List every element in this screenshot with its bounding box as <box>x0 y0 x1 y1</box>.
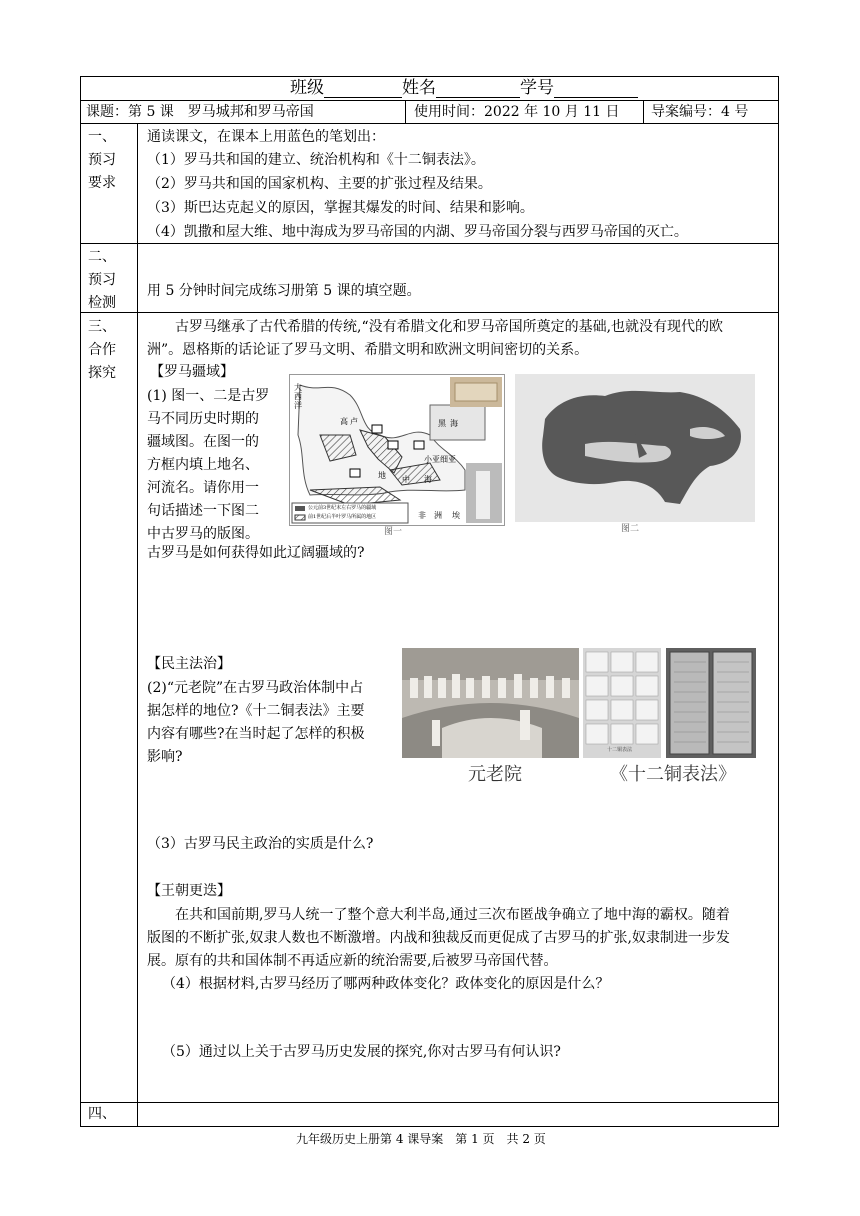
plan-number: 导案编号：4 号 <box>651 104 749 120</box>
map-label: 黑 <box>438 419 446 428</box>
map-label: 埃 <box>452 511 460 520</box>
question-2-line: 内容有哪些?在当时起了怎样的积极 <box>147 726 365 742</box>
section-3-label-3: 探究 <box>88 365 116 381</box>
section-2-label-2: 预习 <box>88 272 116 288</box>
question-1-line: 中古罗马的版图。 <box>147 526 259 542</box>
democracy-heading: 【民主法治】 <box>147 656 231 672</box>
rule <box>80 312 779 313</box>
question-4: （4）根据材料,古罗马经历了哪两种政体变化？政体变化的原因是什么？ <box>162 976 610 992</box>
figure-2-caption: 图二 <box>621 524 640 534</box>
dynasty-paragraph-line: 展。原有的共和国体制不再适应新的统治需要,后被罗马帝国代替。 <box>147 953 558 969</box>
section-2-label-3: 检测 <box>88 295 116 311</box>
rule-top <box>80 76 779 77</box>
section-1-label-2: 预习 <box>88 152 116 168</box>
territory-heading: 【罗马疆域】 <box>150 364 234 380</box>
map-label: 西 <box>294 392 302 401</box>
dynasty-heading: 【王朝更迭】 <box>147 883 231 899</box>
map-label: 小亚细亚 <box>424 455 456 464</box>
preview-item: （4）凯撒和屋大维、地中海成为罗马帝国的内湖、罗马帝国分裂与西罗马帝国的灭亡。 <box>147 224 688 240</box>
bronze-tablets-photo <box>666 648 756 758</box>
name-label: 姓名 <box>402 78 436 98</box>
map-label: 洋 <box>294 401 302 410</box>
map-label: 高 <box>340 417 348 426</box>
section-1-label-3: 要求 <box>88 175 116 191</box>
question-5: （5）通过以上关于古罗马历史发展的探究,你对古罗马有何认识? <box>162 1044 561 1060</box>
senate-drawing <box>402 648 579 758</box>
empire-drawing <box>515 374 755 522</box>
map-label: 大 <box>294 383 302 392</box>
map-label: 中 <box>402 475 410 484</box>
question-1-line: (1) 图一、二是古罗 <box>147 388 270 404</box>
preview-intro: 通读课文，在课本上用蓝色的笔划出： <box>147 129 385 145</box>
question-2-line: (2)“元老院”在古罗马政治体制中占 <box>147 680 364 696</box>
self-test-text: 用 5 分钟时间完成练习册第 5 课的填空题。 <box>147 283 421 299</box>
section-2-label-1: 二、 <box>88 249 116 265</box>
rule <box>80 243 779 244</box>
preview-item: （3）斯巴达克起义的原因，掌握其爆发的时间、结果和影响。 <box>147 200 534 216</box>
rule <box>405 100 406 123</box>
twelve-tables-caption: 《十二铜表法》 <box>610 764 736 785</box>
question-1-line: 句话描述一下图二 <box>147 503 259 519</box>
tablets-drawing <box>666 648 756 758</box>
lesson-title: 课题：第 5 课 罗马城邦和罗马帝国 <box>86 104 314 120</box>
section-3-label-2: 合作 <box>88 342 116 358</box>
class-label: 班级 <box>290 78 324 98</box>
map-label: 海 <box>450 419 458 428</box>
map-legend: 前1世纪后半叶罗马所属的地区 <box>308 514 377 520</box>
figure-1-caption: 图一 <box>384 527 403 537</box>
class-blank[interactable] <box>324 81 402 98</box>
senate-caption: 元老院 <box>468 764 522 785</box>
section-4-label: 四、 <box>88 1106 116 1122</box>
section-1-label-1: 一、 <box>88 129 116 145</box>
tables-grid-drawing <box>583 648 661 758</box>
rule-bottom <box>80 1126 779 1127</box>
rule-right <box>778 76 779 1127</box>
intro-paragraph-line: 古罗马继承了古代希腊的传统,“没有希腊文化和罗马帝国所奠定的基础,也就没有现代的欧 <box>175 319 724 335</box>
rule <box>80 123 779 124</box>
question-3: （3）古罗马民主政治的实质是什么? <box>147 836 374 852</box>
map-drawing <box>290 375 504 525</box>
usage-date: 使用时间：2022 年 10 月 11 日 <box>414 104 620 120</box>
map-label: 海 <box>424 475 432 484</box>
figure-2-map <box>515 374 755 522</box>
section-3-label-1: 三、 <box>88 319 116 335</box>
dynasty-paragraph-line: 版图的不断扩张,奴隶人数也不断激增。内战和独裁反而更促成了古罗马的扩张,奴隶制进一步发 <box>147 930 730 946</box>
header-row <box>290 78 638 98</box>
rule <box>80 1102 779 1103</box>
dynasty-paragraph-line: 在共和国前期,罗马人统一了整个意大利半岛,通过三次布匿战争确立了地中海的霸权。随着 <box>175 907 730 923</box>
question-1-line: 疆域图。在图一的 <box>147 434 259 450</box>
rule-label-col <box>137 123 138 1126</box>
question-1-line: 马不同历史时期的 <box>147 411 259 427</box>
map-label: 地 <box>378 471 386 480</box>
question-2-line: 影响? <box>147 749 183 765</box>
page-footer: 九年级历史上册第 4 课导案 第 1 页 共 2 页 <box>296 1132 546 1146</box>
tables-small-caption: 十二铜表法 <box>607 747 633 753</box>
rule <box>643 100 644 123</box>
map-label: 非 洲 <box>418 511 442 520</box>
senate-photo <box>402 648 579 758</box>
preview-item: （2）罗马共和国的国家机构、主要的扩张过程及结果。 <box>147 176 492 192</box>
question-1-tail: 古罗马是如何获得如此辽阔疆域的? <box>147 545 365 561</box>
name-blank[interactable] <box>436 81 520 98</box>
intro-paragraph-line: 洲”。恩格斯的话论证了罗马文明、希腊文明和欧洲文明间密切的关系。 <box>147 342 589 358</box>
id-label: 学号 <box>520 78 554 98</box>
map-legend: 公元前3世纪末左右罗马的疆域 <box>308 505 377 511</box>
preview-item: （1）罗马共和国的建立、统治机构和《十二铜表法》。 <box>147 152 485 168</box>
question-1-line: 方框内填上地名、 <box>147 457 259 473</box>
rule <box>80 100 779 101</box>
id-blank[interactable] <box>554 81 638 98</box>
figure-1-map <box>289 374 505 526</box>
question-1-line: 河流名。请你用一 <box>147 480 259 496</box>
rule-left <box>80 76 81 1127</box>
question-2-line: 据怎样的地位?《十二铜表法》主要 <box>147 703 365 719</box>
map-label: 卢 <box>350 417 358 426</box>
twelve-tables-photo <box>583 648 661 758</box>
